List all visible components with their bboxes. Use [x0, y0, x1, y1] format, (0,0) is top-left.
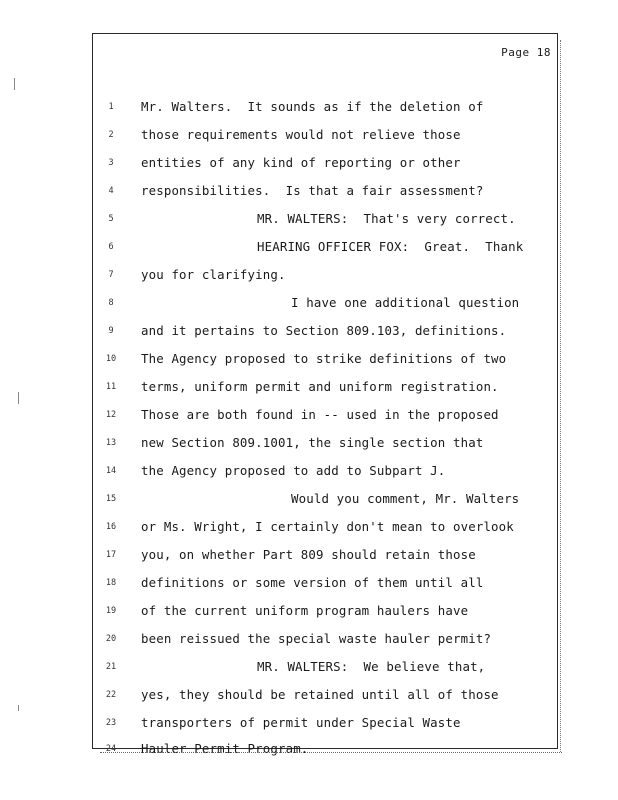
- transcript-line: [93, 518, 559, 538]
- transcript-line: [93, 210, 559, 230]
- page-bottom-edge: [100, 752, 562, 753]
- transcript-line: [93, 238, 559, 258]
- line-number: 14: [105, 466, 117, 476]
- line-number: 12: [105, 410, 117, 420]
- line-number: 16: [105, 522, 117, 532]
- line-text: transporters of permit under Special Waste: [141, 715, 461, 730]
- line-number: 21: [105, 662, 117, 672]
- transcript-line: [93, 602, 559, 622]
- line-number: 2: [108, 130, 114, 140]
- line-text: Those are both found in -- used in the proposed: [141, 407, 499, 422]
- line-text: of the current uniform program haulers have: [141, 603, 469, 618]
- line-number: 20: [105, 634, 117, 644]
- line-text: MR. WALTERS: We believe that,: [257, 659, 486, 674]
- line-text: definitions or some version of them until all: [141, 575, 484, 590]
- line-text: yes, they should be retained until all of those: [141, 687, 499, 702]
- transcript-line: [93, 658, 559, 678]
- line-text: and it pertains to Section 809.103, definitions.: [141, 323, 507, 338]
- transcript-line: [93, 490, 559, 510]
- line-number: 6: [108, 242, 114, 252]
- line-number: 5: [108, 214, 114, 224]
- transcript-line: [93, 462, 559, 482]
- transcript-line: [93, 378, 559, 398]
- scan-margin-mark: [14, 78, 15, 90]
- line-number: 9: [108, 326, 114, 336]
- line-number: 18: [105, 578, 117, 588]
- line-text: HEARING OFFICER FOX: Great. Thank: [257, 239, 524, 254]
- scan-margin-mark: [18, 392, 19, 404]
- transcript-line: [93, 714, 559, 734]
- transcript-line: [93, 154, 559, 174]
- line-number: 23: [105, 718, 117, 728]
- line-text: Mr. Walters. It sounds as if the deletion of: [141, 99, 484, 114]
- page-number: Page 18: [501, 46, 551, 59]
- line-number: 1: [108, 102, 114, 112]
- line-text: you, on whether Part 809 should retain those: [141, 547, 476, 562]
- transcript-line: [93, 350, 559, 370]
- line-text: entities of any kind of reporting or other: [141, 155, 461, 170]
- transcript-line: [93, 630, 559, 650]
- transcript-line: [93, 182, 559, 202]
- transcript-line: [93, 294, 559, 314]
- scan-margin-mark: [18, 705, 19, 711]
- line-text: MR. WALTERS: That's very correct.: [257, 211, 516, 226]
- line-text: Would you comment, Mr. Walters: [291, 491, 520, 506]
- transcript-line: [93, 266, 559, 286]
- transcript-line: [93, 574, 559, 594]
- line-text: The Agency proposed to strike definitions of two: [141, 351, 507, 366]
- line-text: Hauler Permit Program.: [141, 741, 309, 756]
- line-text: been reissued the special waste hauler permit?: [141, 631, 492, 646]
- transcript-line: [93, 546, 559, 566]
- transcript-line: [93, 434, 559, 454]
- line-number: 15: [105, 494, 117, 504]
- line-number: 10: [105, 354, 117, 364]
- line-text: you for clarifying.: [141, 267, 286, 282]
- line-text: I have one additional question: [291, 295, 520, 310]
- line-text: new Section 809.1001, the single section that: [141, 435, 484, 450]
- line-number: 24: [105, 744, 117, 754]
- transcript-line: [93, 740, 559, 760]
- transcript-line: [93, 686, 559, 706]
- transcript-line: [93, 126, 559, 146]
- line-text: terms, uniform permit and uniform registration.: [141, 379, 499, 394]
- line-number: 7: [108, 270, 114, 280]
- transcript-line: [93, 406, 559, 426]
- line-text: or Ms. Wright, I certainly don't mean to overlook: [141, 519, 514, 534]
- transcript-line: [93, 98, 559, 118]
- line-number: 3: [108, 158, 114, 168]
- line-number: 19: [105, 606, 117, 616]
- transcript-page: [92, 33, 558, 756]
- line-number: 4: [108, 186, 114, 196]
- line-number: 17: [105, 550, 117, 560]
- line-number: 8: [108, 298, 114, 308]
- line-number: 22: [105, 690, 117, 700]
- line-number: 11: [105, 382, 117, 392]
- transcript-line: [93, 322, 559, 342]
- line-text: those requirements would not relieve those: [141, 127, 461, 142]
- line-number: 13: [105, 438, 117, 448]
- line-text: the Agency proposed to add to Subpart J.: [141, 463, 446, 478]
- line-text: responsibilities. Is that a fair assessment?: [141, 183, 484, 198]
